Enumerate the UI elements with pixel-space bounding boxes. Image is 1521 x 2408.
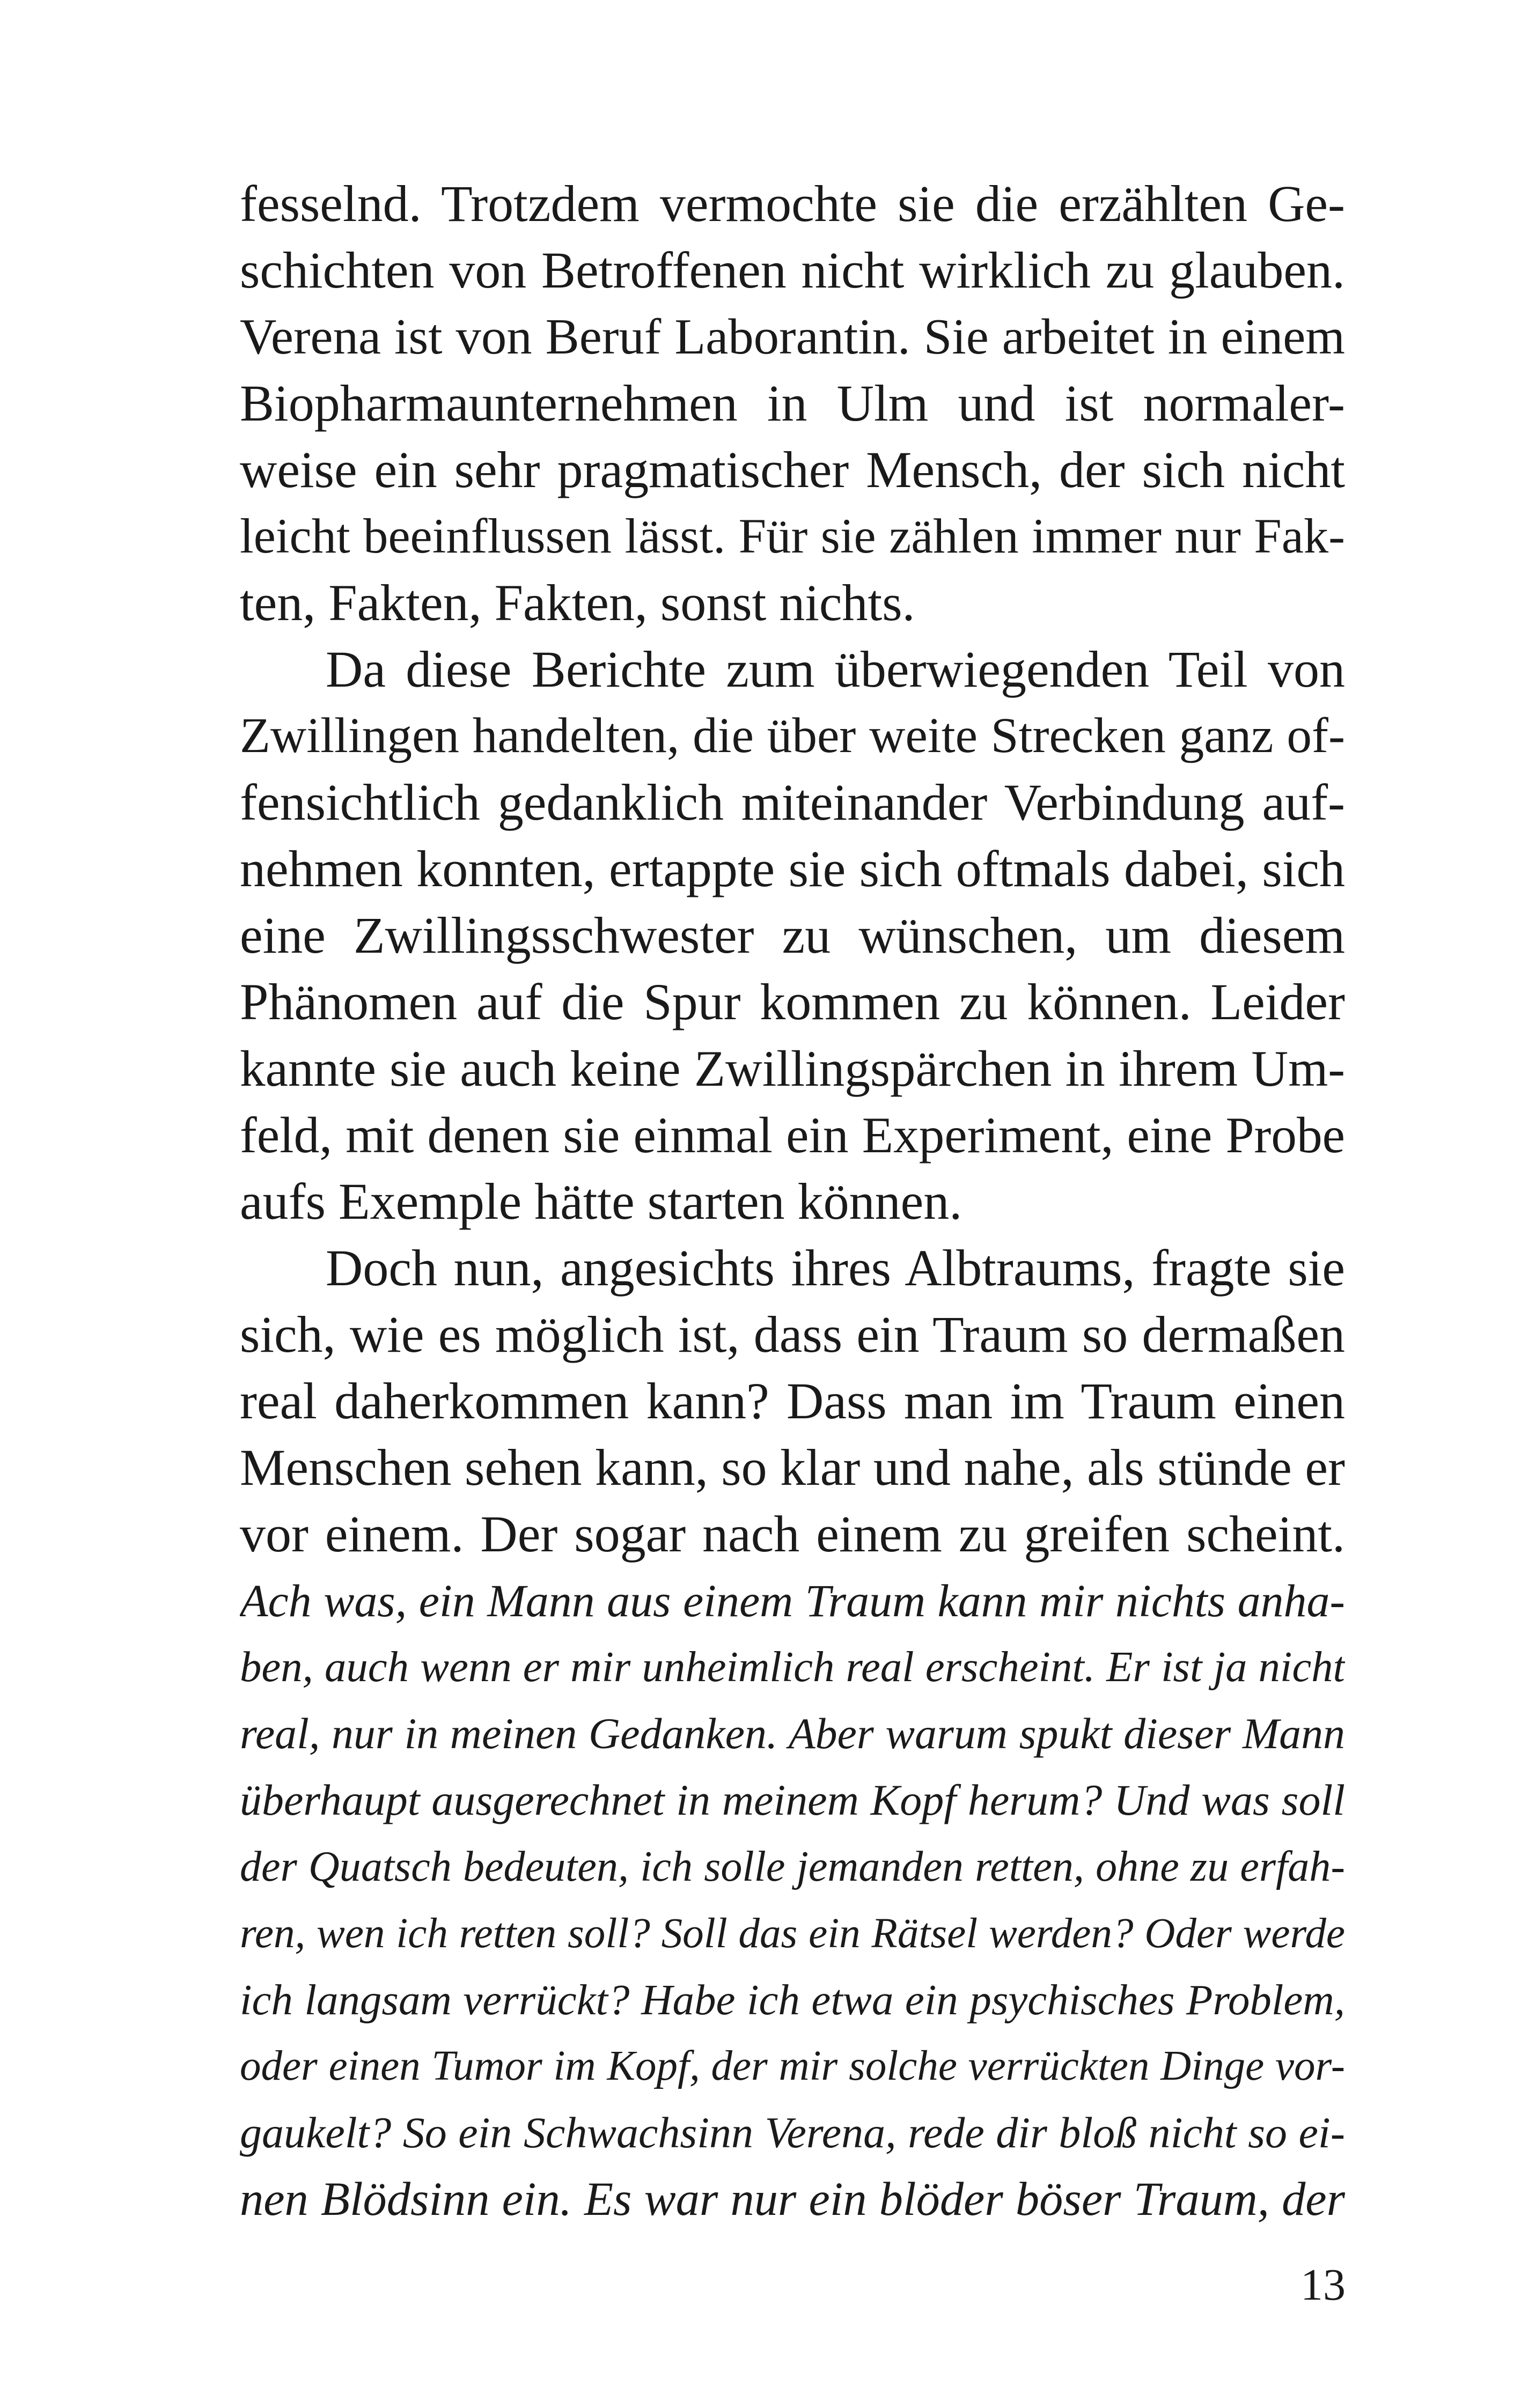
text-line: leicht beeinflussen lässt. Für sie zählen immer nur Fak-	[240, 509, 1345, 564]
italic-text-line: ich langsam verrückt? Habe ich etwa ein psychisches Problem,	[240, 1976, 1345, 2024]
italic-text-line: gaukelt? So ein Schwachsinn Verena, rede dir bloß nicht so ei-	[240, 2108, 1345, 2157]
text-line: feld, mit denen sie einmal ein Experiment, eine Probe	[240, 1107, 1345, 1164]
text-line: schichten von Betroffenen nicht wirklich zu glauben.	[240, 241, 1345, 299]
italic-text-line: ben, auch wenn er mir unheimlich real erscheint. Er ist ja nicht	[240, 1643, 1345, 1691]
text-line: Da diese Berichte zum überwiegenden Teil von	[326, 640, 1345, 698]
italic-text-line: oder einen Tumor im Kopf, der mir solche verrückten Dinge vor-	[240, 2043, 1345, 2089]
italic-text-line: real, nur in meinen Gedanken. Aber warum spukt dieser Mann	[240, 1709, 1345, 1758]
italic-text-line: nen Blödsinn ein. Es war nur ein blöder böser Traum, der	[240, 2173, 1345, 2226]
text-line: ten, Fakten, Fakten, sonst nichts.	[240, 574, 915, 631]
text-line: fensichtlich gedanklich miteinander Verbindung auf-	[240, 774, 1345, 831]
text-line: real daherkommen kann? Dass man im Traum einen	[240, 1372, 1345, 1430]
text-line: Biopharmaunternehmen in Ulm und ist normaler-	[240, 374, 1345, 432]
italic-text-line: der Quatsch bedeuten, ich solle jemanden retten, ohne zu erfah-	[240, 1843, 1345, 1890]
text-line: Doch nun, angesichts ihres Albtraums, fragte sie	[326, 1239, 1345, 1297]
text-line: Phänomen auf die Spur kommen zu können. Leider	[240, 973, 1345, 1030]
text-line: Menschen sehen kann, so klar und nahe, als stünde er	[240, 1439, 1345, 1496]
text-line: sich, wie es möglich ist, dass ein Traum so dermaßen	[240, 1306, 1345, 1363]
text-line: Verena ist von Beruf Laborantin. Sie arbeitet in einem	[240, 309, 1345, 365]
text-line: kannte sie auch keine Zwillingspärchen in ihrem Um-	[240, 1040, 1345, 1097]
text-line: vor einem. Der sogar nach einem zu greifen scheint.	[240, 1505, 1345, 1563]
body-text	[240, 171, 1345, 2233]
text-line: aufs Exemple hätte starten können.	[240, 1173, 962, 1230]
italic-text-line: überhaupt ausgerechnet in meinem Kopf herum? Und was soll	[240, 1776, 1345, 1824]
italic-text-line: Ach was, ein Mann aus einem Traum kann mir nichts anha-	[240, 1575, 1345, 1626]
text-line: Zwillingen handelten, die über weite Strecken ganz of-	[240, 708, 1345, 763]
italic-text-line: ren, wen ich retten soll? Soll das ein Rätsel werden? Oder werde	[240, 1910, 1345, 1957]
text-line: fesselnd. Trotzdem vermochte sie die erzählten Ge-	[240, 175, 1345, 232]
text-line: nehmen konnten, ertappte sie sich oftmals dabei, sich	[240, 840, 1345, 897]
text-line: weise ein sehr pragmatischer Mensch, der sich nicht	[240, 441, 1345, 498]
page-number: 13	[1300, 2260, 1346, 2310]
text-line: eine Zwillingsschwester zu wünschen, um diesem	[240, 907, 1345, 964]
